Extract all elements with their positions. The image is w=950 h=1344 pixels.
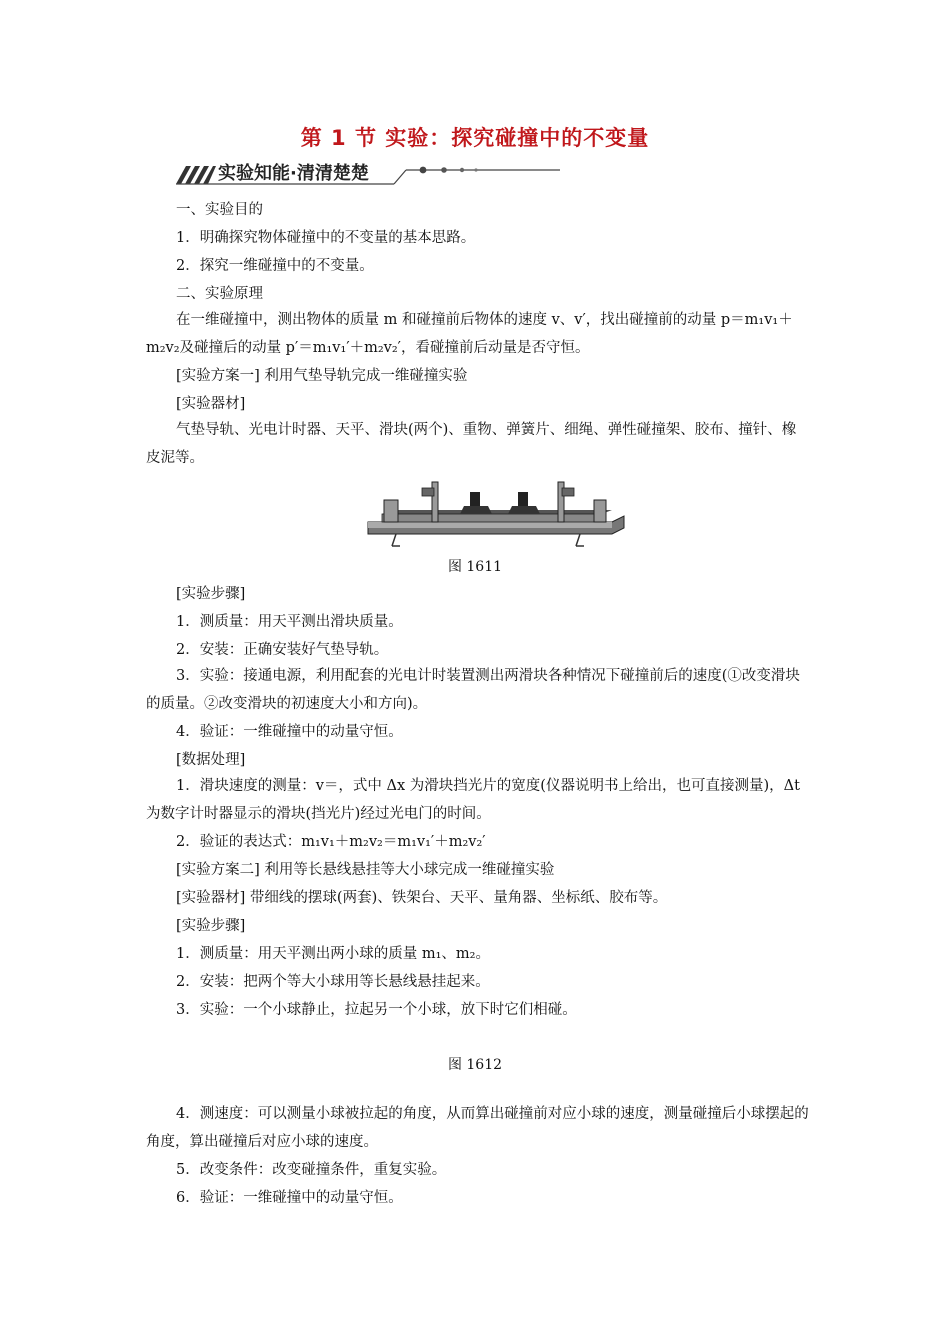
- goal-item: 2．探究一维碰撞中的不变量。: [176, 258, 374, 274]
- figure-caption: 图 1612: [447, 1057, 503, 1073]
- step-item: 5．改变条件：改变碰撞条件，重复实验。: [176, 1162, 447, 1178]
- air-track-figure: [362, 478, 630, 552]
- plan1-title: [实验方案一] 利用气垫导轨完成一维碰撞实验: [176, 368, 468, 384]
- step-item: 2．安装：把两个等大小球用等长悬线悬挂起来。: [176, 974, 490, 990]
- principle-paragraph: [146, 306, 810, 362]
- plan1-equipment-heading: [实验器材]: [176, 396, 246, 412]
- plan1-steps-heading: [实验步骤]: [176, 586, 246, 602]
- data-heading: [数据处理]: [176, 752, 246, 768]
- plan2-title: [实验方案二] 利用等长悬线悬挂等大小球完成一维碰撞实验: [176, 862, 555, 878]
- step-item: 3．实验：一个小球静止，拉起另一个小球，放下时它们相碰。: [176, 1002, 577, 1018]
- step-item: 6．验证：一维碰撞中的动量守恒。: [176, 1190, 403, 1206]
- step-item: 4．验证：一维碰撞中的动量守恒。: [176, 724, 403, 740]
- section-heading-purpose: 一、实验目的: [176, 202, 263, 218]
- principle-text: 在一维碰撞中，测出物体的质量 m 和碰撞前后物体的速度 v、v′，找出碰撞前的动量 p＝m₁v₁＋m₂v₂及碰撞后的动量 p′＝m₁v₁′＋m₂v₂′，看碰撞前后动量是否守恒。: [146, 312, 793, 356]
- formula-line: 2．验证的表达式：m₁v₁＋m₂v₂＝m₁v₁′＋m₂v₂′: [176, 834, 486, 850]
- step-item: 1．测质量：用天平测出滑块质量。: [176, 614, 403, 630]
- step-paragraph: [146, 1100, 810, 1156]
- plan2-equipment: [实验器材] 带细线的摆球(两套)、铁架台、天平、量角器、坐标纸、胶布等。: [176, 890, 668, 906]
- plan1-equipment-text: 气垫导轨、光电计时器、天平、滑块(两个)、重物、弹簧片、细绳、弹性碰撞架、胶布、撞针、橡皮泥等。: [146, 422, 797, 466]
- goal-item: 1．明确探究物体碰撞中的不变量的基本思路。: [176, 230, 476, 246]
- step-item: 2．安装：正确安装好气垫导轨。: [176, 642, 389, 658]
- step-text: 3．实验：接通电源，利用配套的光电计时装置测出两滑块各种情况下碰撞前后的速度(①改变滑块的质量。②改变滑块的初速度大小和方向)。: [146, 668, 800, 712]
- step-paragraph: [146, 662, 810, 718]
- plan1-equipment-paragraph: [146, 416, 810, 472]
- step-text: 4．测速度：可以测量小球被拉起的角度，从而算出碰撞前对应小球的速度，测量碰撞后小球摆起的角度，算出碰撞后对应小球的速度。: [146, 1106, 809, 1150]
- section-heading-principle: 二、实验原理: [176, 286, 263, 302]
- data-text: 1．滑块速度的测量：v＝，式中 Δx 为滑块挡光片的宽度(仪器说明书上给出，也可直接测量)，Δt 为数字计时器显示的滑块(挡光片)经过光电门的时间。: [146, 778, 800, 822]
- banner-label: 实验知能·清清楚楚: [218, 163, 369, 184]
- plan2-steps-heading: [实验步骤]: [176, 918, 246, 934]
- figure-caption: 图 1611: [447, 559, 503, 575]
- step-item: 1．测质量：用天平测出两小球的质量 m₁、m₂。: [176, 946, 490, 962]
- data-paragraph: [146, 772, 810, 828]
- section-banner: [176, 158, 560, 188]
- page-title: 第 1 节 实验：探究碰撞中的不变量: [300, 126, 650, 150]
